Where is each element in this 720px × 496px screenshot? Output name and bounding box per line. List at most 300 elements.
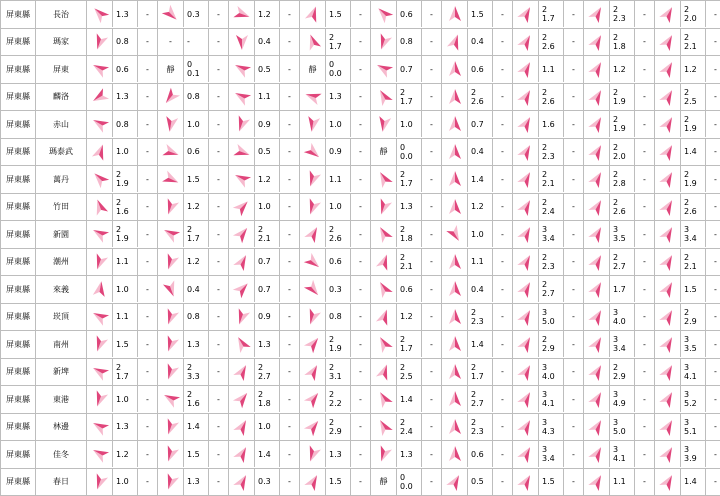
- wind-slot-cell: [371, 276, 442, 304]
- table-row: [1, 193, 720, 221]
- wind-values: [254, 276, 279, 302]
- station-cell: 瑪泰武: [36, 138, 87, 166]
- wind-slot-cell: [513, 138, 584, 166]
- wind-values: [325, 29, 350, 55]
- wind-arrow-icon: [371, 362, 396, 382]
- wind-slot-cell: [442, 413, 513, 441]
- wind-slot-cell: [371, 248, 442, 276]
- county-cell: 屏東縣: [1, 276, 36, 304]
- gust-value: -: [279, 249, 299, 275]
- wind-speed: 1.0: [329, 120, 350, 129]
- wind-arrow-icon: [229, 142, 254, 162]
- wind-values: [538, 331, 563, 357]
- wind-values: [680, 441, 705, 467]
- gust-value: -: [705, 194, 720, 220]
- station-cell: 來義: [36, 276, 87, 304]
- wind-values: [538, 249, 563, 275]
- wind-slot-cell: [371, 83, 442, 111]
- wind-speed: 0.3: [187, 10, 208, 19]
- wind-values: [680, 1, 705, 27]
- wind-values: [112, 166, 137, 192]
- wind-slot-cell: [300, 468, 371, 496]
- wind-slot-cell: [158, 193, 229, 221]
- wind-arrow-icon: [371, 417, 396, 437]
- wind-slot-cell: [584, 221, 655, 249]
- gust-value: -: [563, 249, 583, 275]
- wind-arrow-icon: [300, 444, 325, 464]
- wind-values: [112, 1, 137, 27]
- wind-speed: 0.4: [471, 285, 492, 294]
- wind-arrow-icon: [229, 444, 254, 464]
- station-cell: 長治: [36, 1, 87, 29]
- wind-speed: 2.1: [400, 262, 421, 271]
- wind-arrow-icon: [229, 307, 254, 327]
- wind-speed: 1.4: [684, 477, 705, 486]
- wind-arrow-icon: [442, 224, 467, 244]
- wind-slot-cell: [442, 83, 513, 111]
- wind-speed: 4.9: [613, 399, 634, 408]
- wind-speed: 1.0: [258, 202, 279, 211]
- gust-value: -: [563, 386, 583, 412]
- gust-value: -: [421, 441, 441, 467]
- gust-value: -: [634, 29, 654, 55]
- wind-speed: 1.3: [400, 202, 421, 211]
- gust-value: -: [137, 276, 157, 302]
- wind-values: [467, 56, 492, 82]
- wind-arrow-icon: [442, 444, 467, 464]
- table-row: [1, 468, 720, 496]
- gust-value: -: [279, 304, 299, 330]
- wind-slot-cell: [442, 386, 513, 414]
- wind-values: [538, 29, 563, 55]
- wind-values: [609, 1, 634, 27]
- wind-values: [325, 441, 350, 467]
- gust-value: -: [705, 111, 720, 137]
- wind-level: 2: [329, 335, 350, 344]
- wind-speed: 2.9: [613, 372, 634, 381]
- wind-arrow-icon: [655, 169, 680, 189]
- wind-arrow-icon: [513, 87, 538, 107]
- gust-value: -: [705, 304, 720, 330]
- table-row: [1, 248, 720, 276]
- gust-value: -: [421, 84, 441, 110]
- wind-level: 2: [542, 198, 563, 207]
- wind-slot-cell: [442, 276, 513, 304]
- wind-level: 2: [542, 143, 563, 152]
- wind-speed: 1.5: [542, 477, 563, 486]
- wind-speed: 0.6: [400, 285, 421, 294]
- wind-speed: 0.9: [258, 312, 279, 321]
- wind-slot-cell: [371, 303, 442, 331]
- wind-arrow-icon: [87, 417, 112, 437]
- gust-value: -: [563, 359, 583, 385]
- wind-slot-cell: [655, 441, 720, 469]
- wind-arrow-icon: [655, 307, 680, 327]
- wind-arrow-icon: [371, 59, 396, 79]
- wind-speed: 2.6: [329, 234, 350, 243]
- wind-speed: 1.0: [329, 202, 350, 211]
- wind-slot-cell: [158, 111, 229, 139]
- wind-values: [183, 84, 208, 110]
- gust-value: -: [208, 139, 228, 165]
- wind-speed: 1.7: [613, 285, 634, 294]
- wind-arrow-icon: [513, 362, 538, 382]
- wind-values: [396, 139, 421, 165]
- gust-value: -: [350, 29, 370, 55]
- table-row: [1, 111, 720, 139]
- wind-level: 2: [684, 88, 705, 97]
- wind-level: 2: [400, 225, 421, 234]
- wind-speed: 0.6: [471, 65, 492, 74]
- wind-values: [609, 111, 634, 137]
- wind-slot-cell: [655, 331, 720, 359]
- gust-value: -: [279, 221, 299, 247]
- wind-values: [254, 56, 279, 82]
- gust-value: -: [634, 249, 654, 275]
- wind-level: 2: [116, 170, 137, 179]
- wind-speed: 0.6: [187, 147, 208, 156]
- wind-speed: 1.2: [684, 65, 705, 74]
- gust-value: -: [350, 111, 370, 137]
- wind-values: [680, 386, 705, 412]
- wind-values: [680, 276, 705, 302]
- wind-arrow-icon: [87, 279, 112, 299]
- wind-arrow-icon: [300, 32, 325, 52]
- wind-speed: 1.3: [400, 450, 421, 459]
- wind-slot-cell: [300, 1, 371, 29]
- wind-speed: 0.0: [329, 69, 350, 78]
- wind-level: 2: [684, 198, 705, 207]
- wind-values: [538, 166, 563, 192]
- wind-arrow-icon: [158, 444, 183, 464]
- wind-speed: 0.7: [258, 257, 279, 266]
- gust-value: -: [634, 56, 654, 82]
- wind-level: 2: [613, 115, 634, 124]
- wind-arrow-icon: [584, 142, 609, 162]
- wind-slot-cell: [655, 276, 720, 304]
- wind-level: 2: [613, 143, 634, 152]
- wind-values: [325, 84, 350, 110]
- wind-speed: 1.0: [258, 422, 279, 431]
- wind-speed: 2.3: [471, 427, 492, 436]
- wind-slot-cell: [229, 111, 300, 139]
- wind-speed: 2.0: [613, 152, 634, 161]
- wind-level: 2: [684, 115, 705, 124]
- gust-value: -: [350, 84, 370, 110]
- gust-value: -: [492, 276, 512, 302]
- wind-arrow-icon: [442, 362, 467, 382]
- wind-arrow-icon: [655, 59, 680, 79]
- wind-speed: 0.6: [471, 450, 492, 459]
- wind-level: 3: [613, 225, 634, 234]
- gust-value: -: [279, 139, 299, 165]
- county-cell: 屏東縣: [1, 441, 36, 469]
- wind-values: [467, 194, 492, 220]
- gust-value: -: [563, 331, 583, 357]
- wind-speed: 4.1: [684, 372, 705, 381]
- wind-slot-cell: [229, 221, 300, 249]
- wind-level: 2: [613, 363, 634, 372]
- wind-slot-cell: [371, 358, 442, 386]
- wind-slot-cell: [158, 413, 229, 441]
- wind-values: [538, 84, 563, 110]
- gust-value: -: [421, 249, 441, 275]
- wind-slot-cell: [371, 166, 442, 194]
- wind-values: [538, 359, 563, 385]
- wind-arrow-icon: [655, 87, 680, 107]
- wind-speed: 2.9: [542, 344, 563, 353]
- wind-arrow-icon: [371, 389, 396, 409]
- gust-value: -: [137, 441, 157, 467]
- wind-speed: 0.4: [471, 147, 492, 156]
- wind-speed: 5.2: [684, 399, 705, 408]
- wind-values: [680, 414, 705, 440]
- gust-value: -: [492, 194, 512, 220]
- wind-speed: 0.8: [400, 37, 421, 46]
- wind-slot-cell: [158, 166, 229, 194]
- wind-values: [112, 194, 137, 220]
- wind-values: [680, 111, 705, 137]
- gust-value: -: [563, 276, 583, 302]
- wind-arrow-icon: [229, 87, 254, 107]
- calm-label: 靜: [300, 65, 325, 74]
- wind-speed: 5.1: [684, 427, 705, 436]
- wind-speed: 0.9: [329, 147, 350, 156]
- wind-arrow-icon: [87, 362, 112, 382]
- wind-arrow-icon: [655, 197, 680, 217]
- wind-slot-cell: [158, 303, 229, 331]
- wind-values: [254, 166, 279, 192]
- wind-arrow-icon: [229, 362, 254, 382]
- wind-values: [254, 386, 279, 412]
- wind-arrow-icon: [442, 389, 467, 409]
- wind-level: 3: [684, 390, 705, 399]
- wind-values: [680, 56, 705, 82]
- wind-arrow-icon: [371, 224, 396, 244]
- gust-value: -: [137, 84, 157, 110]
- county-cell: 屏東縣: [1, 83, 36, 111]
- wind-speed: 0.7: [471, 120, 492, 129]
- wind-arrow-icon: [442, 334, 467, 354]
- wind-arrow-icon: [442, 4, 467, 24]
- wind-arrow-icon: [584, 114, 609, 134]
- wind-speed: 3.5: [613, 234, 634, 243]
- wind-level: 2: [116, 198, 137, 207]
- wind-arrow-icon: [655, 32, 680, 52]
- wind-speed: 1.9: [613, 97, 634, 106]
- wind-speed: 1.9: [329, 344, 350, 353]
- wind-level: 0: [400, 143, 421, 152]
- wind-values: [467, 441, 492, 467]
- wind-arrow-icon: [371, 87, 396, 107]
- gust-value: -: [208, 166, 228, 192]
- wind-speed: 1.7: [187, 234, 208, 243]
- wind-arrow-icon: [371, 279, 396, 299]
- table-row: [1, 56, 720, 84]
- gust-value: -: [137, 359, 157, 385]
- gust-value: -: [350, 166, 370, 192]
- wind-arrow-icon: [584, 362, 609, 382]
- wind-slot-cell: [442, 331, 513, 359]
- gust-value: -: [563, 414, 583, 440]
- wind-speed: 1.9: [613, 124, 634, 133]
- wind-level: 2: [400, 253, 421, 262]
- wind-arrow-icon: [655, 224, 680, 244]
- gust-value: -: [634, 111, 654, 137]
- wind-slot-cell: [229, 28, 300, 56]
- wind-values: [609, 194, 634, 220]
- calm-label: 靜: [371, 477, 396, 486]
- wind-slot-cell: [158, 468, 229, 496]
- wind-slot-cell: [442, 166, 513, 194]
- county-cell: 屏東縣: [1, 111, 36, 139]
- calm-label: 靜: [371, 147, 396, 156]
- gust-value: -: [634, 441, 654, 467]
- wind-slot-cell: [371, 441, 442, 469]
- table-row: [1, 83, 720, 111]
- wind-speed: 1.8: [258, 399, 279, 408]
- wind-arrow-icon: [371, 307, 396, 327]
- county-cell: 屏東縣: [1, 413, 36, 441]
- gust-value: -: [634, 276, 654, 302]
- wind-arrow-icon: [158, 279, 183, 299]
- wind-values: [538, 221, 563, 247]
- gust-value: -: [137, 386, 157, 412]
- wind-values: [538, 276, 563, 302]
- wind-arrow-icon: [87, 114, 112, 134]
- wind-values: [396, 56, 421, 82]
- gust-value: -: [208, 276, 228, 302]
- wind-slot-cell: [655, 248, 720, 276]
- wind-slot-cell: [442, 358, 513, 386]
- wind-arrow-icon: [158, 307, 183, 327]
- wind-arrow-icon: [300, 252, 325, 272]
- wind-values: [183, 139, 208, 165]
- wind-arrow-icon: [584, 169, 609, 189]
- station-cell: 新埤: [36, 358, 87, 386]
- wind-speed: 1.2: [258, 175, 279, 184]
- gust-value: -: [563, 441, 583, 467]
- wind-arrow-icon: [229, 4, 254, 24]
- gust-value: -: [705, 469, 720, 495]
- gust-value: -: [634, 194, 654, 220]
- wind-slot-cell: [513, 248, 584, 276]
- wind-values: [254, 29, 279, 55]
- wind-slot-cell: [87, 248, 158, 276]
- wind-values: [538, 304, 563, 330]
- wind-arrow-icon: [300, 87, 325, 107]
- wind-values: [112, 304, 137, 330]
- wind-speed: 2.6: [542, 97, 563, 106]
- gust-value: -: [279, 414, 299, 440]
- wind-values: [112, 469, 137, 495]
- gust-value: -: [350, 414, 370, 440]
- wind-arrow-icon: [584, 197, 609, 217]
- wind-slot-cell: [371, 138, 442, 166]
- wind-level: 2: [542, 170, 563, 179]
- table-row: [1, 28, 720, 56]
- wind-level: 2: [684, 5, 705, 14]
- wind-values: [325, 249, 350, 275]
- wind-arrow-icon: [584, 252, 609, 272]
- wind-arrow-icon: [158, 87, 183, 107]
- wind-values: [467, 111, 492, 137]
- wind-level: 2: [329, 225, 350, 234]
- wind-slot-cell: [87, 413, 158, 441]
- gust-value: -: [492, 441, 512, 467]
- wind-values: [538, 441, 563, 467]
- wind-level: 3: [542, 363, 563, 372]
- wind-speed: 1.4: [471, 340, 492, 349]
- wind-speed: 1.2: [258, 10, 279, 19]
- wind-values: [325, 111, 350, 137]
- wind-arrow-icon: [371, 197, 396, 217]
- gust-value: -: [492, 56, 512, 82]
- wind-slot-cell: [513, 83, 584, 111]
- wind-level: 2: [258, 390, 279, 399]
- wind-values: [325, 414, 350, 440]
- wind-slot-cell: [229, 468, 300, 496]
- wind-arrow-icon: [584, 334, 609, 354]
- wind-level: 0: [187, 60, 208, 69]
- wind-values: [112, 331, 137, 357]
- county-cell: 屏東縣: [1, 303, 36, 331]
- table-row: [1, 413, 720, 441]
- wind-values: [538, 56, 563, 82]
- wind-slot-cell: [655, 193, 720, 221]
- gust-value: -: [421, 1, 441, 27]
- wind-arrow-icon: [513, 224, 538, 244]
- wind-arrow-icon: [158, 362, 183, 382]
- wind-slot-cell: [158, 248, 229, 276]
- wind-slot-cell: [371, 56, 442, 84]
- wind-values: [467, 414, 492, 440]
- wind-level: 2: [400, 363, 421, 372]
- wind-speed: 2.2: [329, 399, 350, 408]
- gust-value: -: [421, 276, 441, 302]
- wind-arrow-icon: [87, 142, 112, 162]
- wind-arrow-icon: [158, 114, 183, 134]
- wind-level: 2: [258, 363, 279, 372]
- wind-level: 2: [258, 225, 279, 234]
- wind-level: 2: [329, 33, 350, 42]
- wind-arrow-icon: [158, 417, 183, 437]
- wind-arrow-icon: [300, 197, 325, 217]
- wind-arrow-icon: [371, 334, 396, 354]
- wind-arrow-icon: [513, 389, 538, 409]
- wind-arrow-icon: [300, 224, 325, 244]
- wind-values: [467, 304, 492, 330]
- gust-value: -: [492, 166, 512, 192]
- wind-speed: 1.0: [116, 285, 137, 294]
- gust-value: -: [563, 111, 583, 137]
- wind-speed: 1.7: [400, 97, 421, 106]
- wind-arrow-icon: [655, 362, 680, 382]
- table-row: [1, 303, 720, 331]
- wind-values: [112, 249, 137, 275]
- gust-value: -: [208, 386, 228, 412]
- gust-value: -: [350, 304, 370, 330]
- wind-slot-cell: [87, 138, 158, 166]
- gust-value: -: [705, 249, 720, 275]
- wind-speed: 2.6: [613, 207, 634, 216]
- wind-level: 3: [542, 445, 563, 454]
- wind-slot-cell: [655, 468, 720, 496]
- wind-speed: 1.0: [116, 147, 137, 156]
- wind-values: [325, 1, 350, 27]
- wind-arrow-icon: [229, 334, 254, 354]
- wind-speed: 2.4: [400, 427, 421, 436]
